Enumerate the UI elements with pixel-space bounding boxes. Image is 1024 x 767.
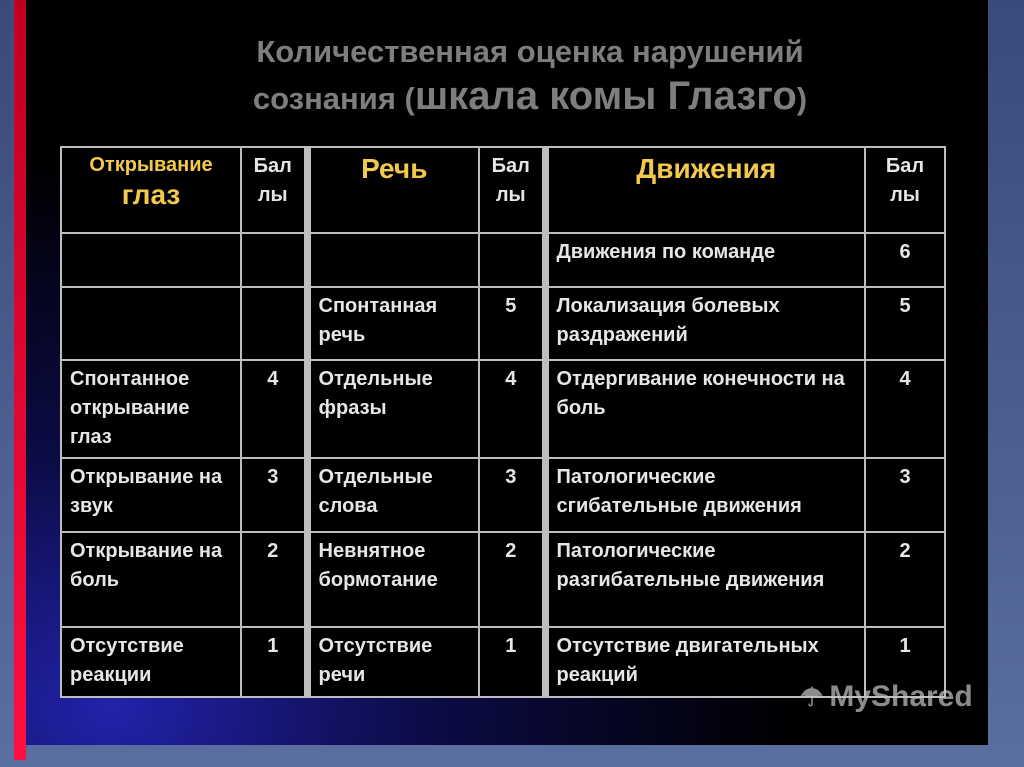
speech-cell: Спонтанная речь bbox=[307, 287, 479, 360]
eye-cell bbox=[61, 287, 241, 360]
title-line-1: Количественная оценка нарушений bbox=[256, 34, 804, 69]
motor-score-cell: 1 bbox=[865, 627, 945, 697]
motor-cell: Отсутствие двигательных реакций bbox=[545, 627, 865, 697]
header-motor: Движения bbox=[545, 147, 865, 233]
eye-cell: Отсутствие реакции bbox=[61, 627, 241, 697]
speech-cell: Невнятное бормотание bbox=[307, 532, 479, 627]
watermark bbox=[800, 680, 973, 714]
speech-score-cell bbox=[479, 233, 545, 287]
speech-score-cell: 5 bbox=[479, 287, 545, 360]
eye-cell: Открывание на звук bbox=[61, 458, 241, 532]
speech-score-cell: 3 bbox=[479, 458, 545, 532]
header-score-speech: Бал лы bbox=[479, 147, 545, 233]
eye-cell bbox=[61, 233, 241, 287]
speech-cell: Отсутствие речи bbox=[307, 627, 479, 697]
speech-cell bbox=[307, 233, 479, 287]
myshared-logo-icon: ☂ bbox=[800, 682, 824, 712]
speech-score-cell: 4 bbox=[479, 360, 545, 458]
motor-score-cell: 3 bbox=[865, 458, 945, 532]
slide-accent-bar bbox=[14, 0, 26, 760]
header-speech: Речь bbox=[307, 147, 479, 233]
table-header-row bbox=[61, 147, 945, 233]
header-eyes: Открывание глаз bbox=[61, 147, 241, 233]
eye-cell: Открывание на боль bbox=[61, 532, 241, 627]
eye-score-cell: 2 bbox=[241, 532, 307, 627]
motor-score-cell: 2 bbox=[865, 532, 945, 627]
motor-cell: Движения по команде bbox=[545, 233, 865, 287]
eye-score-cell bbox=[241, 233, 307, 287]
eye-cell: Спонтанное открывание глаз bbox=[61, 360, 241, 458]
motor-cell: Отдергивание конечности на боль bbox=[545, 360, 865, 458]
motor-cell: Патологические разгибательные движения bbox=[545, 532, 865, 627]
speech-score-cell: 1 bbox=[479, 627, 545, 697]
watermark-text: MyShared bbox=[829, 680, 973, 713]
motor-cell: Патологические сгибательные движения bbox=[545, 458, 865, 532]
header-score-eyes: Бал лы bbox=[241, 147, 307, 233]
table-row bbox=[61, 233, 945, 287]
table-row bbox=[61, 458, 945, 532]
glasgow-coma-scale-table bbox=[60, 146, 946, 698]
motor-cell: Локализация болевых раздражений bbox=[545, 287, 865, 360]
eye-score-cell bbox=[241, 287, 307, 360]
speech-cell: Отдельные слова bbox=[307, 458, 479, 532]
eye-score-cell: 1 bbox=[241, 627, 307, 697]
motor-score-cell: 6 bbox=[865, 233, 945, 287]
motor-score-cell: 4 bbox=[865, 360, 945, 458]
eye-score-cell: 3 bbox=[241, 458, 307, 532]
table-row bbox=[61, 360, 945, 458]
slide-title bbox=[150, 30, 910, 121]
table-row bbox=[61, 287, 945, 360]
speech-cell: Отдельные фразы bbox=[307, 360, 479, 458]
motor-score-cell: 5 bbox=[865, 287, 945, 360]
header-score-motor: Бал лы bbox=[865, 147, 945, 233]
speech-score-cell: 2 bbox=[479, 532, 545, 627]
eye-score-cell: 4 bbox=[241, 360, 307, 458]
title-line-2: сознания (шкала комы Глазго) bbox=[252, 74, 808, 118]
table-row bbox=[61, 532, 945, 627]
